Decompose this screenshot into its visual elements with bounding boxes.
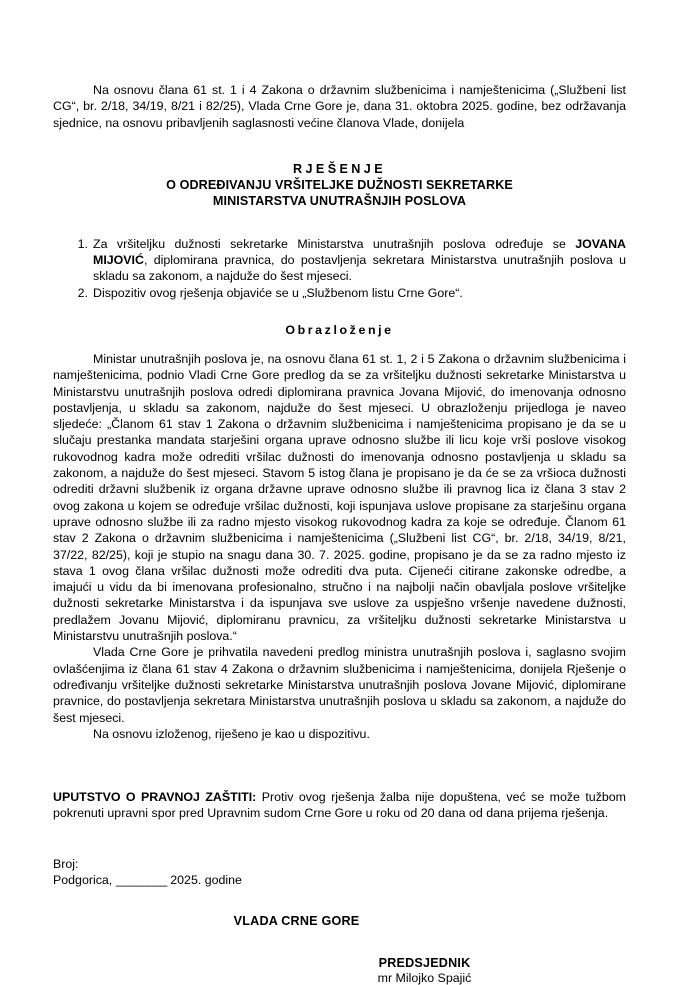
place-date-line [53, 872, 626, 888]
reason-heading: Obrazloženje [285, 322, 394, 337]
signature-title: PREDSJEDNIK [378, 956, 471, 971]
list-item [53, 236, 626, 285]
government-name: VLADA CRNE GORE [233, 914, 360, 929]
reason-paragraph-1: Ministar unutrašnjih poslova je, na osnovu člana 61 st. 1, 2 i 5 Zakona o državnim službenicima i namještenicima, podnio Vladi Crne Gore predlog da se za vršiteljku dužnosti sekretarke Ministarstva u Ministarstvu unutrašnjih poslova odredi diplomirana pravnica Jovana Mijović, do imenovanja odnosno postavljenja, u skladu sa zakonom, najduže do šest mjeseci. U obrazloženju prijedloga je naveo sljedeće: „Članom 61 stav 1 Zakona o državnim službenicima i namještenicima propisano je da se u slučaju prestanka mandata starješini organa uprave odnosno službe ili licu koje vrši poslove visokog rukovodnog kadra može odrediti vršilac dužnosti do imenovanja odnosno postavljenja u skladu sa zakonom, a najduže do šest mjeseci. Stavom 5 istog člana je propisano je da će se za vršioca dužnosti odrediti državni službenik iz organa državne uprave odnosno službe ili pravnog lica iz člana 3 stav 2 ovog zakona u kojem se određuje vršilac dužnosti, koji ispunjava uslove propisane za starješinu organa uprave odnosno službe ili za radno mjesto visokog rukovodnog kadra za koje se određuje. Članom 61 stav 2 Zakona o državnim službenicima i namještenicima („Službeni list CG“, br. 2/18, 34/19, 8/21, 37/22, 82/25), koji je stupio na snagu dana 30. 7. 2025. godine, propisano je da se za radno mjesto iz stava 1 ovog člana vršilac dužnosti može odrediti dva puta. Cijeneći citirane zakonske odredbe, a imajući u vidu da bi imenovana profesionalno, stručno i na najbolji način obavljala poslove vršiteljke dužnosti sekretarke Ministarstva i da ispunjava sve uslove za uspješno vršenje navedene dužnosti, predlažem Jovanu Mijović, diplomiranu pravnicu, za vršiteljku dužnosti sekretarke Ministarstva u Ministarstvu unutrašnjih poslova.“ [53, 351, 626, 644]
legal-remedy-heading: UPUTSTVO O PRAVNOJ ZAŠTITI: [53, 790, 257, 805]
signature-block [53, 956, 626, 985]
list-item-text-before: Dispozitiv ovog rješenja objaviće se u „Službenom listu Crne Gore“. [93, 285, 463, 300]
title-line-2: O ODREĐIVANJU VRŠITELJKE DUŽNOSTI SEKRETARKE [166, 178, 513, 193]
year-text: 2025. godine [166, 872, 242, 887]
title-main: RJEŠENJE [293, 161, 386, 176]
intro-paragraph: Na osnovu člana 61 st. 1 i 4 Zakona o državnim službenicima i namještenicima („Službeni list CG“, br. 2/18, 34/19, 8/21 i 82/25), Vlada Crne Gore je, dana 31. oktobra 2025. godine, bez održavanja sjednice, na osnovu pribavljenih saglasnosti većine članova Vlade, donijela [53, 83, 626, 130]
reason-paragraph-3: Na osnovu izloženog, riješeno je kao u dispozitivu. [93, 726, 370, 741]
dispositive-list [53, 236, 626, 301]
title-line-3: MINISTARSTVA UNUTRAŠNJIH POSLOVA [212, 194, 467, 209]
date-blank-field: ________ [115, 872, 167, 887]
document-footer [53, 856, 626, 985]
document-content [53, 82, 626, 985]
reason-paragraph-2: Vlada Crne Gore je prihvatila navedeni predlog ministra unutrašnjih poslova i, saglasno svojim ovlašćenjima iz člana 61 stav 4 Zakona o državnim službenicima i namještenicima, donijela Rješenje o određivanju vršiteljke dužnosti sekretarke Ministarstva unutrašnjih poslova Jovane Mijović, diplomirane pravnice, do postavljenja sekretara Ministarstva unutrašnjih poslova u skladu sa zakonom, a najduže do šest mjeseci. [53, 645, 626, 725]
document-number-label: Broj: [53, 856, 79, 871]
list-item-text-before: Za vršiteljku dužnosti sekretarke Ministarstva unutrašnjih poslova određuje se [93, 236, 576, 251]
list-item-text-after: , diplomirana pravnica, do postavljenja sekretara Ministarstva unutrašnjih poslova u skladu sa zakonom, a najduže do šest mjeseci. [93, 253, 626, 284]
list-item-bold-name: JOVANA MIJOVIĆ [93, 236, 626, 268]
legal-remedy-text: Protiv ovog rješenja žalba nije dopuštena, već se može tužbom pokrenuti upravni spor pred Upravnim sudom Crne Gore u roku od 20 dana od dana prijema rješenja. [53, 790, 627, 821]
document-title-block [53, 161, 626, 210]
legal-remedy-paragraph [53, 789, 626, 822]
list-item [53, 285, 626, 301]
place-name: Podgorica, [53, 872, 116, 887]
signature-name: mr Milojko Spajić [377, 971, 472, 985]
